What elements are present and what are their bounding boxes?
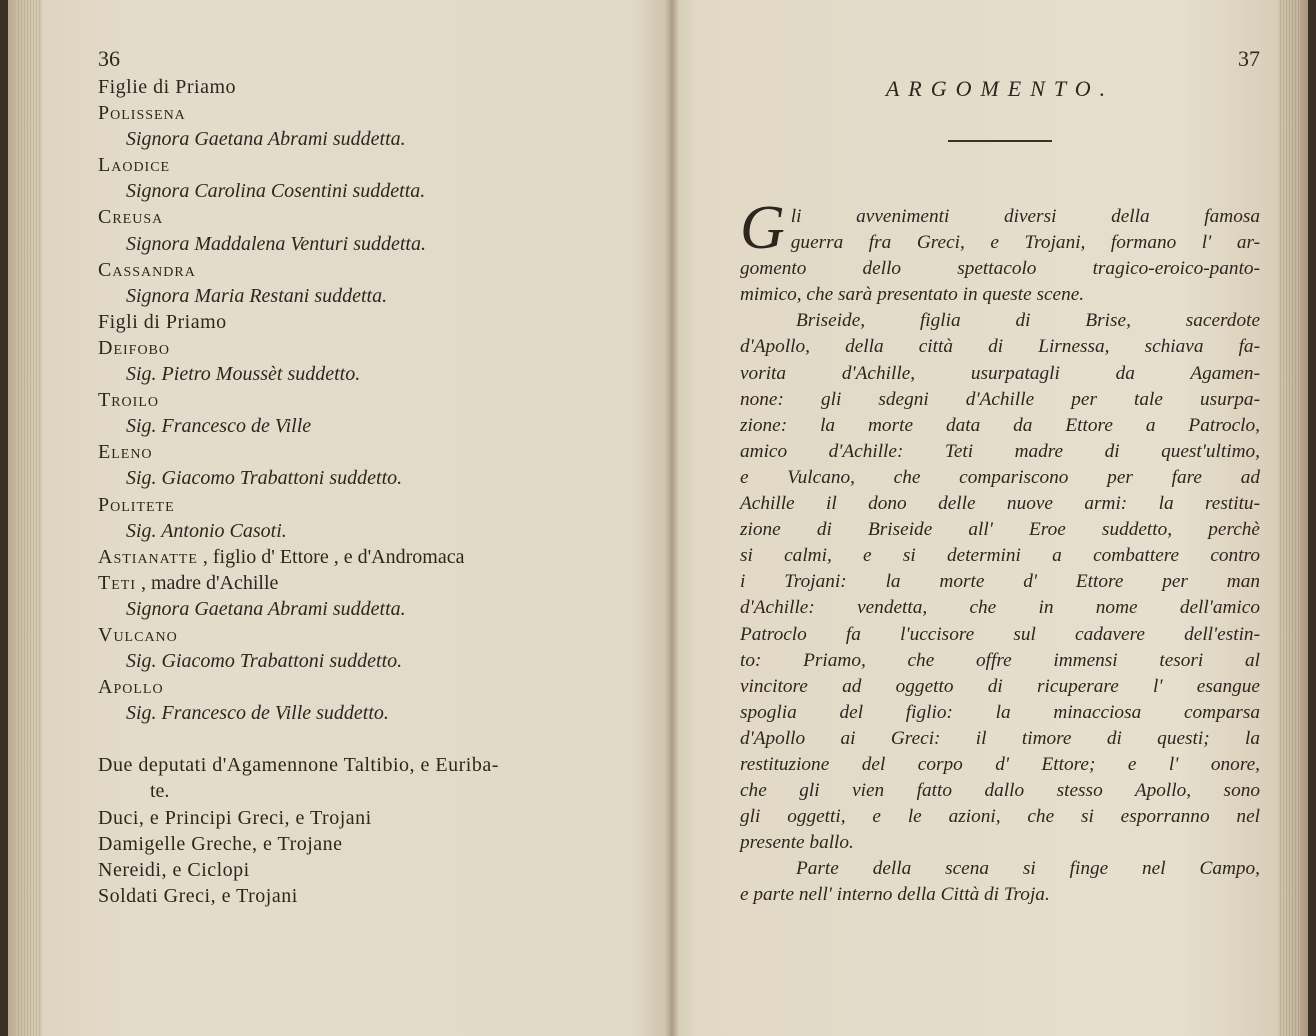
text-line: zione di Briseide all' Eroe suddetto, perchè	[740, 519, 1260, 541]
character-name: Laodice	[98, 154, 171, 177]
character-name: Deifobo	[98, 336, 171, 359]
role-continuation: te.	[150, 780, 170, 803]
paragraph-2	[740, 308, 1260, 856]
character-name: Politete	[98, 493, 175, 516]
cast-gap	[98, 726, 638, 752]
actor-name: Sig. Francesco de Ville suddetto.	[126, 702, 389, 725]
text-line: presente ballo.	[740, 832, 854, 854]
left-page	[98, 44, 638, 909]
book-gutter	[665, 0, 679, 1036]
role-group: Figli di Priamo	[98, 310, 227, 333]
actor-name: Signora Maria Restani suddetta.	[126, 284, 388, 307]
text-line: spoglia del figlio: la minacciosa comparsa	[740, 701, 1260, 723]
drop-cap: G	[740, 194, 785, 262]
actor-name: Sig. Antonio Casoti.	[126, 519, 287, 542]
paragraph-1	[740, 194, 1260, 308]
text-line: Parte della scena si finge nel Campo,	[796, 858, 1260, 880]
text-line: restituzione del corpo d' Ettore; e l' onore,	[740, 753, 1260, 775]
text-line: d'Achille: vendetta, che in nome dell'amico	[740, 597, 1260, 619]
actor-name: Signora Carolina Cosentini suddetta.	[126, 180, 426, 203]
left-page-number: 36	[98, 46, 120, 71]
role-group: Due deputati d'Agamennone Taltibio, e Euriba-	[98, 754, 499, 777]
text-line: che gli vien fatto dallo stesso Apollo, sono	[740, 780, 1260, 802]
page-edges-left	[16, 0, 42, 1036]
right-page	[740, 44, 1260, 909]
page-edges-right	[1278, 0, 1300, 1036]
text-line: li avvenimenti diversi della famosa	[790, 206, 1260, 227]
text-line: mimico, che sarà presentato in queste scene.	[740, 284, 1085, 306]
text-line: guerra fra Greci, e Trojani, formano l' ar-	[790, 232, 1260, 254]
character-description: , figlio d' Ettore , e d'Andromaca	[197, 545, 465, 568]
text-line: vincitore ad oggetto di ricuperare l' esangue	[740, 675, 1260, 697]
text-line: Briseide, figlia di Brise, sacerdote	[796, 310, 1260, 332]
character-name: Teti	[98, 571, 136, 594]
page-heading: ARGOMENTO.	[885, 76, 1115, 101]
character-name: Cassandra	[98, 258, 196, 281]
actor-name: Signora Maddalena Venturi suddetta.	[126, 232, 426, 255]
text-line: Patroclo fa l'uccisore sul cadavere dell'estin-	[740, 623, 1260, 645]
character-description: , madre d'Achille	[135, 571, 279, 594]
text-line: i Trojani: la morte d' Ettore per man	[740, 571, 1260, 593]
role-group: Nereidi, e Ciclopi	[98, 858, 250, 881]
role-group: Damigelle Greche, e Trojane	[98, 832, 343, 855]
right-page-number: 37	[1238, 46, 1260, 71]
text-line: gomento dello spettacolo tragico-eroico-panto-	[740, 258, 1260, 280]
argument-text	[740, 194, 1260, 909]
paragraph-3	[740, 856, 1260, 908]
text-line: si calmi, e si determini a combattere contro	[740, 545, 1260, 567]
actor-name: Sig. Pietro Moussèt suddetto.	[126, 363, 361, 386]
character-name: Eleno	[98, 441, 153, 464]
role-group: Figlie di Priamo	[98, 76, 236, 98]
character-entry	[98, 544, 638, 570]
text-line: gli oggetti, e le azioni, che si esporranno nel	[740, 806, 1260, 828]
character-name: Apollo	[98, 676, 164, 699]
character-name: Troilo	[98, 389, 159, 412]
text-line: d'Apollo, della città di Lirnessa, schiava fa-	[740, 336, 1260, 358]
text-line: zione: la morte data da Ettore a Patroclo,	[740, 414, 1260, 436]
text-line: d'Apollo ai Greci: il timore di questi; la	[740, 727, 1260, 749]
character-name: Astianatte	[98, 545, 198, 568]
actor-name: Sig. Giacomo Trabattoni suddetto.	[126, 650, 403, 673]
character-name: Vulcano	[98, 623, 178, 646]
text-line: Achille il dono delle nuove armi: la restitu-	[740, 493, 1260, 515]
text-line: e parte nell' interno della Città di Troja.	[740, 884, 1050, 906]
cast-list	[98, 74, 638, 909]
actor-name: Signora Gaetana Abrami suddetta.	[126, 128, 406, 151]
character-name: Polissena	[98, 102, 186, 125]
text-line: amico d'Achille: Teti madre di quest'ultimo,	[740, 440, 1260, 462]
actor-name: Sig. Francesco de Ville	[126, 415, 312, 438]
paragraph-1-lines	[740, 194, 1260, 308]
role-group: Duci, e Principi Greci, e Trojani	[98, 806, 372, 829]
actor-name: Signora Gaetana Abrami suddetta.	[126, 597, 406, 620]
actor-name: Sig. Giacomo Trabattoni suddetto.	[126, 467, 403, 490]
role-group: Soldati Greci, e Trojani	[98, 884, 298, 907]
heading-rule	[948, 140, 1052, 142]
text-line: to: Priamo, che offre immensi tesori al	[740, 649, 1260, 671]
text-line: none: gli sdegni d'Achille per tale usurpa-	[740, 388, 1260, 410]
text-line: vorita d'Achille, usurpatagli da Agamen-	[740, 362, 1260, 384]
character-name: Creusa	[98, 206, 164, 229]
text-line: e Vulcano, che compariscono per fare ad	[740, 466, 1260, 488]
character-entry	[98, 570, 638, 596]
